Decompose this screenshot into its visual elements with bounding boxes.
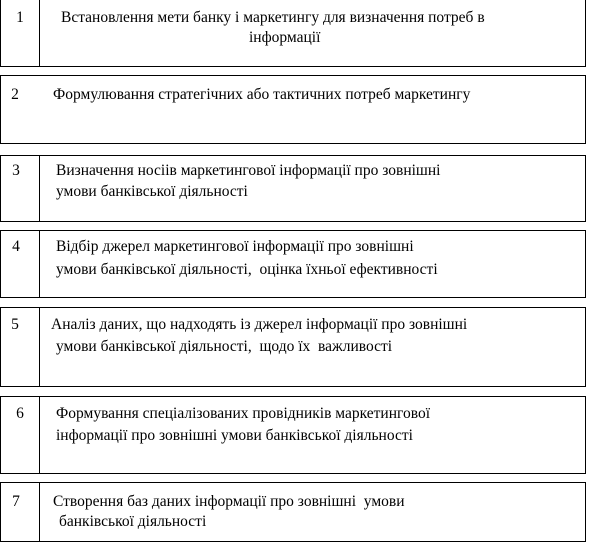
- step-text-line: інформації про зовнішні умови банківської діяльності: [56, 427, 413, 444]
- step-number: 2: [11, 86, 19, 103]
- step-text-line: умови банківської діяльності, щодо їх важливості: [56, 338, 393, 355]
- step-text-line: Формування спеціалізованих провідників маркетингової: [56, 405, 430, 422]
- step-divider: [39, 308, 40, 386]
- step-number: 5: [11, 316, 19, 333]
- step-number: 6: [16, 405, 24, 422]
- step-text-line: Аналіз даних, що надходять із джерел інформації про зовнішні: [51, 316, 468, 333]
- step-number: 4: [12, 238, 20, 255]
- step-divider: [39, 0, 40, 66]
- step-text-line: банківської діяльності: [59, 513, 207, 530]
- step-number: 7: [12, 493, 20, 510]
- step-divider: [39, 483, 40, 541]
- step-divider: [39, 231, 40, 297]
- step-text-line: умови банківської діяльності: [56, 183, 248, 200]
- step-text-line: умови банківської діяльності, оцінка їхньої ефективності: [56, 261, 438, 278]
- step-number: 3: [12, 162, 20, 179]
- step-text-line: Формулювання стратегічних або тактичних потреб маркетингу: [53, 86, 471, 103]
- step-box-1: [0, 0, 586, 67]
- step-divider: [39, 397, 40, 473]
- step-box-4: [0, 230, 586, 298]
- step-text-line: Відбір джерел маркетингової інформації про зовнішні: [56, 238, 414, 255]
- step-text-line: Встановлення мети банку і маркетингу для визначення потреб в: [61, 9, 485, 26]
- step-text-line: Створення баз даних інформації про зовнішні умови: [53, 493, 405, 510]
- step-box-7: [0, 482, 586, 542]
- step-number: 1: [16, 9, 24, 26]
- step-text-line: інформації: [249, 29, 321, 46]
- step-box-6: [0, 396, 586, 474]
- step-box-5: [0, 307, 586, 387]
- step-box-2: [0, 75, 586, 144]
- step-box-3: [0, 155, 586, 222]
- step-text-line: Визначення носіів маркетингової інформації про зовнішні: [56, 162, 441, 179]
- step-divider: [39, 156, 40, 221]
